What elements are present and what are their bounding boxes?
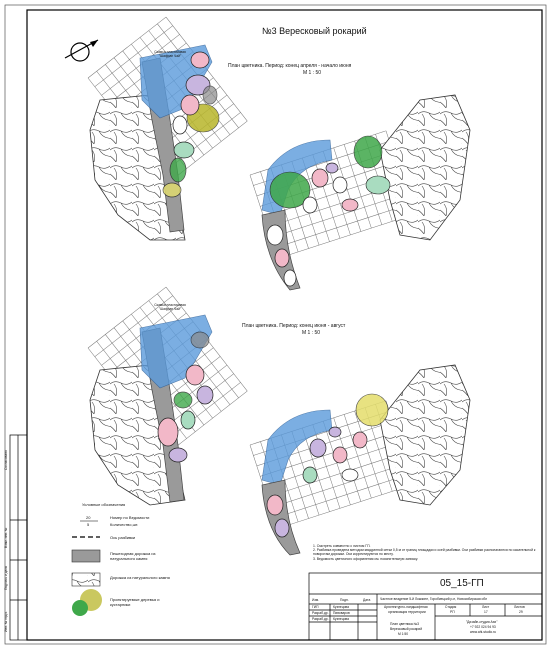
legend-item-trees: Проектируемые деревья и кустарники (110, 597, 160, 607)
col-date: Дата (363, 598, 371, 602)
legend-number-top: 20 (86, 515, 91, 520)
company-name: "Дизайн-студия Ахи" (466, 620, 498, 624)
sheets-header: Листов (514, 605, 525, 609)
north-arrow-icon (65, 40, 98, 61)
plan2-scale: М 1 : 50 (302, 330, 321, 336)
role-3: Разраб.др. (312, 617, 329, 621)
stage-value: РП (450, 610, 455, 614)
name-2: Пивоваров (333, 611, 350, 615)
legend-number-bottom: 5 (87, 522, 90, 527)
grid-line (274, 204, 410, 248)
legend-item-walkway: Пешеходная дорожка из натурального камня (110, 551, 156, 561)
project-code: 05_15-ГП (440, 578, 484, 589)
sheets-total: 29 (519, 610, 523, 614)
role-2: Разраб.др. (312, 611, 329, 615)
legend-graphics (72, 521, 102, 616)
col-signature: Подп. (340, 598, 349, 602)
sheet-title: №3 Вересковый рокарий (262, 26, 367, 36)
org-line-2: организация территории (388, 610, 426, 614)
role-1: ГИП (312, 605, 319, 609)
sheet-line-3: М 1:50 (398, 632, 409, 636)
stage-header: Стадия (445, 605, 457, 609)
company-site: www.ahi-studio.ru (470, 630, 497, 634)
sheet-header: Лист (482, 605, 490, 609)
grid-line (270, 464, 406, 508)
grid-line (274, 474, 410, 518)
note-3: 3. Ведомость цветочного оформления см. пояснительную записку. (313, 556, 419, 561)
legend-item-stone-path: Дорожка из натурального камня (110, 575, 170, 580)
note-2: 2. Разбивка проведена методом квадратной сетки 0,5 м от границ площадки и осей разбивки. Оси разбивки располагаются по касательной к поворотам дорожки. Оси корректируются по месту. (313, 548, 536, 557)
sidebar-stamp (10, 435, 27, 640)
bench-label-2: Скамья пластиковая "Шафран Чай" (154, 303, 186, 311)
plan1-title: План цветника. Период: конец апреля - начало июня (228, 63, 352, 69)
sheet-line-2: Вересковый рокарий (390, 627, 423, 631)
legend-title: Условные обозначения (82, 502, 126, 507)
plan1-graphic (88, 17, 470, 290)
legend-item-number: Номер по Ведомости (110, 515, 150, 520)
legend-item-axis: Ось разбивки (110, 535, 136, 540)
sheet-line-1: План цветника №3 (390, 622, 419, 626)
grid-line (277, 215, 413, 259)
note-1: 1. Смотреть совместно с листом ГП. (313, 544, 371, 548)
company-phone: +7 922 024 94 93 (470, 625, 496, 629)
sheet-number: 17 (484, 610, 488, 614)
sidebar-inv: Инв. № подл. (4, 611, 8, 632)
org-line-1: Архитектурно-ландшафтная (384, 605, 428, 609)
col-change: Изм. (312, 598, 320, 602)
legend-item-quantity: Количество,шт. (110, 522, 139, 527)
grid-line (277, 485, 413, 529)
bench-label-1: Скамья пластиковая "Шафран Чай" (154, 50, 186, 58)
notes-block (313, 544, 541, 561)
sidebar-replaces: Взам. инв. № (4, 527, 8, 548)
name-1: Кузнецова (333, 605, 349, 609)
name-3: Кузнецова (333, 617, 349, 621)
plan2-title: План цветника. Период: конец июня - август (242, 323, 346, 329)
plan1-scale: М 1 : 50 (303, 70, 322, 76)
sidebar-agreed: Согласовано (4, 450, 8, 470)
sidebar-signature: Подпись и дата (4, 566, 8, 590)
address: Частное владение 5-й Ложзине, Горобиецкий р-н, Новосибирская обл (380, 597, 488, 601)
